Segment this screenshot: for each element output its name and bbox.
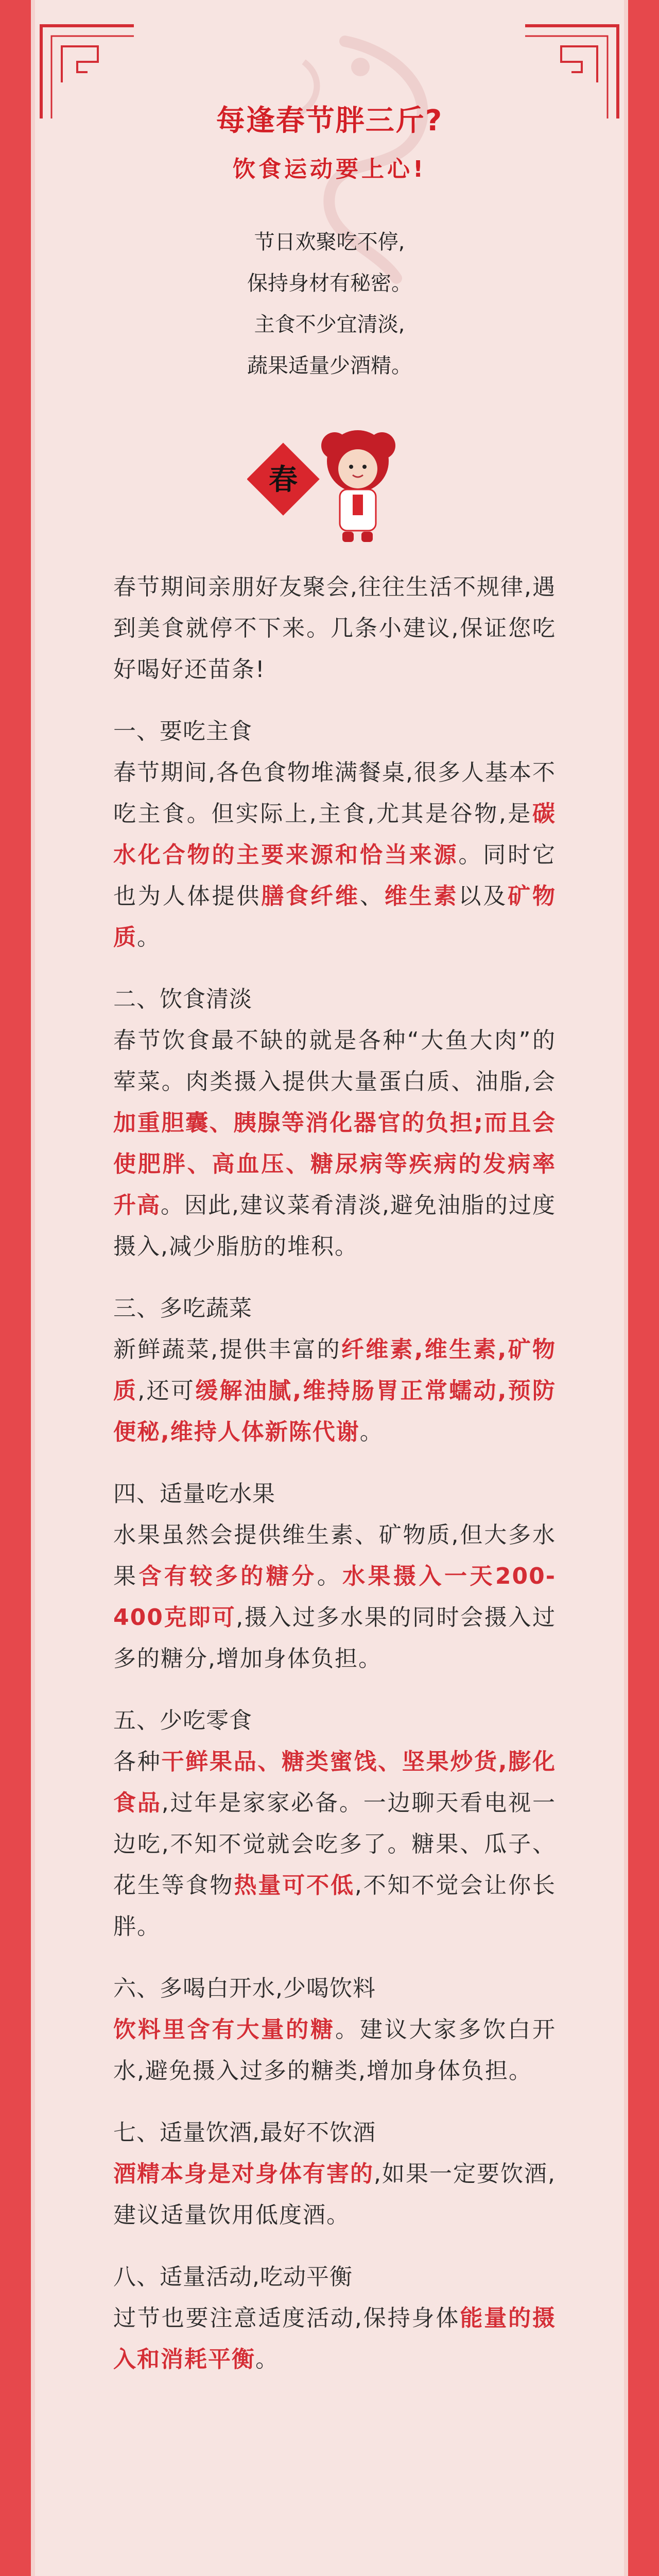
highlight-text: 热量可不低 (234, 1872, 355, 1899)
right-border-stripe (628, 0, 659, 2576)
body-text: ,还可 (137, 1378, 196, 1404)
tip-title: 八、适量活动,吃动平衡 (113, 2264, 353, 2290)
highlight-text: 矿物质 (113, 883, 557, 951)
body-text: 以及 (458, 883, 508, 909)
article-content (113, 567, 556, 2380)
body-text: 。 (359, 1419, 384, 1445)
tip-title: 六、多喝白开水,少喝饮料 (113, 1975, 376, 2002)
body-text: ,如果一定要饮酒,建议适量饮用低度酒。 (113, 2161, 556, 2228)
highlight-text: 加重胆囊、胰腺等消化器官的负担;而且会使肥胖、高血压、糖尿病等疾病的发病率升高 (113, 1110, 556, 1218)
highlight-text: 水果摄入一天200-400克即可 (113, 1563, 557, 1631)
tip-title: 二、饮食清淡 (113, 986, 252, 1012)
spring-sign-text: 春 (269, 463, 298, 497)
body-text: ,不知不觉会让你长胖。 (113, 1872, 557, 1940)
poem-line: 节日欢聚吃不停, (254, 230, 405, 254)
body-text: 水果虽然会提供维生素、矿物质,但大多水果 (113, 1522, 556, 1589)
highlight-text: 能量的摄入和消耗平衡 (113, 2305, 556, 2372)
intro-poem (0, 222, 659, 386)
highlight-text: 维生素 (384, 883, 459, 909)
tip-section (113, 1968, 556, 2092)
closing-line (0, 2571, 659, 2576)
tips-list (113, 711, 556, 2380)
body-text: ,摄入过多水果的同时会摄入过多的糖分,增加身体负担。 (113, 1604, 556, 1672)
body-text: 新鲜蔬菜,提供丰富的 (113, 1336, 341, 1363)
tip-body (113, 2154, 556, 2236)
body-text: 。 (255, 2346, 279, 2372)
body-text: 。建议大家多饮白开水,避免摄入过多的糖类,增加身体负担。 (113, 2016, 557, 2084)
highlight-text: 酒精本身是对身体有害的 (113, 2161, 374, 2187)
title-block (0, 98, 659, 183)
highlight-text: 膳食纤维 (261, 883, 360, 909)
tip-title: 一、要吃主食 (113, 718, 252, 744)
body-text: 。 (317, 1563, 343, 1589)
tip-section (113, 1473, 556, 1680)
mascot-illustration (247, 417, 417, 546)
body-text: 。 (137, 924, 161, 951)
page-title: 每逢春节胖三斤? (216, 104, 443, 138)
poem-line: 保持身材有秘密。 (247, 272, 412, 295)
body-text: 。因此,建议菜肴清淡,避免油脂的过度摄入,减少脂肪的堆积。 (113, 1192, 557, 1260)
highlight-text: 含有较多的糖分 (138, 1563, 317, 1589)
tip-section (113, 1288, 556, 1453)
body-text: 春节饮食最不缺的就是各种“大鱼大肉”的荤菜。肉类摄入提供大量蛋白质、油脂,会 (113, 1027, 556, 1095)
tip-section (113, 2257, 556, 2380)
highlight-text: 干鲜果品、糖类蜜饯、坚果炒货,膨化食品 (113, 1749, 557, 1816)
tip-section (113, 1700, 556, 1947)
page-subtitle: 饮食运动要上心! (232, 156, 427, 182)
highlight-text: 缓解油腻,维持肠胃正常蠕动,预防便秘,维持人体新陈代谢 (113, 1378, 556, 1445)
highlight-text: 碳水化合物的主要来源和恰当来源 (113, 801, 556, 868)
closing-blessing (0, 2571, 659, 2576)
tip-title: 七、适量饮酒,最好不饮酒 (113, 2120, 376, 2146)
tip-body (113, 752, 556, 958)
body-text: 。同时它也为人体提供 (113, 842, 557, 909)
tip-section (113, 2112, 556, 2236)
tip-section (113, 711, 556, 958)
body-text: 春节期间,各色食物堆满餐桌,很多人基本不吃主食。但实际上,主食,尤其是谷物,是 (113, 759, 556, 827)
tip-body (113, 1741, 556, 1947)
body-text: 过节也要注意适度活动,保持身体 (113, 2305, 460, 2331)
tip-title: 三、多吃蔬菜 (113, 1295, 252, 1321)
highlight-text: 饮料里含有大量的糖 (113, 2016, 335, 2043)
tip-body (113, 2298, 556, 2380)
body-text: ,过年是家家必备。一边聊天看电视一边吃,不知不觉就会吃多了。糖果、瓜子、花生等食物 (113, 1790, 556, 1899)
body-text: 各种 (113, 1749, 162, 1775)
tip-body (113, 1329, 556, 1453)
tip-body (113, 1515, 556, 1680)
tip-title: 四、适量吃水果 (113, 1481, 275, 1507)
intro-paragraph: 春节期间亲朋好友聚会,往往生活不规律,遇到美食就停不下来。几条小建议,保证您吃好喝好还苗条! (113, 574, 556, 683)
body-text: 、 (359, 883, 385, 909)
left-border-stripe (0, 0, 31, 2576)
tip-body (113, 2009, 556, 2092)
tip-title: 五、少吃零食 (113, 1707, 252, 1734)
poem-line: 蔬果适量少酒精。 (247, 354, 412, 378)
tip-body (113, 1020, 556, 1267)
poem-line: 主食不少宜清淡, (254, 313, 405, 336)
tip-section (113, 979, 556, 1267)
highlight-text: 纤维素,维生素,矿物质 (113, 1336, 556, 1404)
